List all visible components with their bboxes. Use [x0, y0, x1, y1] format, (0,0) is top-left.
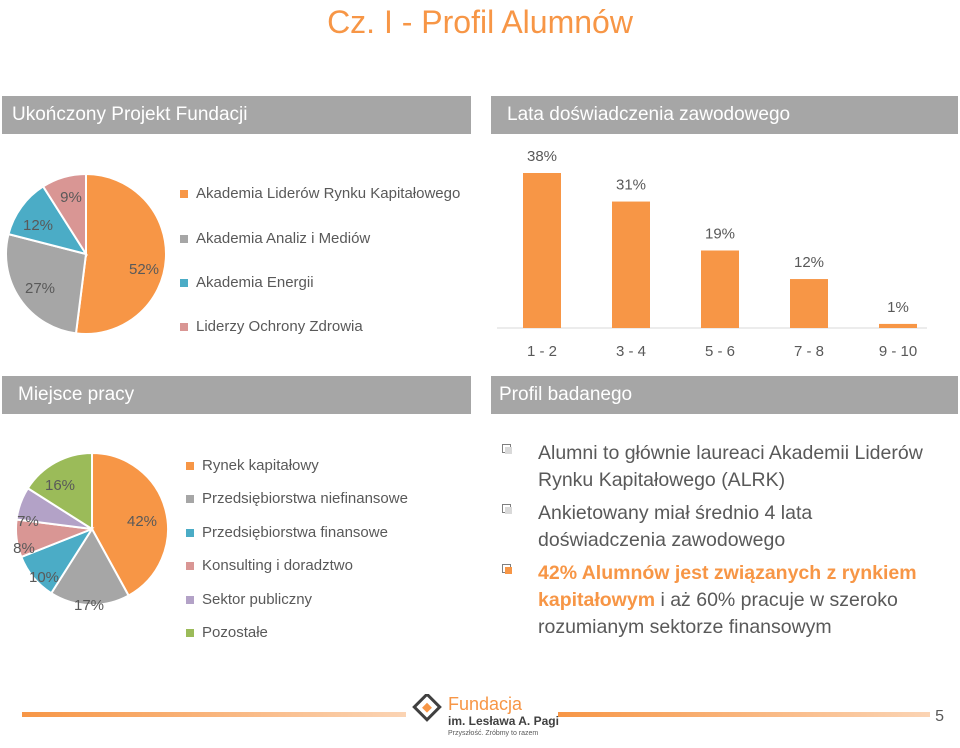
bullet-marker-icon: [502, 504, 511, 513]
bar: [701, 251, 739, 329]
footer-line-right: [558, 712, 930, 717]
legend-item: [180, 185, 460, 202]
legend-label: Przedsiębiorstwa finansowe: [202, 524, 388, 541]
legend-label: Akademia Analiz i Mediów: [196, 230, 371, 247]
profile-bullet: [496, 440, 936, 494]
legend-item: [186, 591, 312, 608]
pie-data-label: 52%: [128, 261, 160, 278]
x-tick-label: 3 - 4: [615, 343, 647, 360]
legend-label: Akademia Energii: [196, 274, 314, 291]
profile-bullet: [496, 560, 936, 641]
pie-data-label: 10%: [28, 569, 60, 586]
logo-text-name: im. Lesława A. Pagi: [448, 714, 559, 728]
legend-swatch: [180, 323, 188, 331]
profile-bullet-highlight: 42% Alumnów jest związanych z rynkiem kapitałowym: [538, 562, 917, 611]
bar-data-label: 12%: [793, 254, 825, 272]
legend-swatch: [180, 235, 188, 243]
legend-swatch: [186, 562, 194, 570]
footer-line-left: [22, 712, 406, 717]
pie-data-label: 27%: [24, 280, 56, 297]
section-header-workplace: [2, 376, 471, 414]
section-header-label: Miejsce pracy: [18, 384, 135, 405]
legend-item: [186, 524, 388, 541]
profile-bullet-text: i aż 60% pracuje w szeroko rozumianym sektorze finansowym: [538, 589, 898, 638]
logo-text-foundation: Fundacja: [448, 694, 523, 714]
profile-bullets: [496, 440, 936, 647]
legend-item: [180, 230, 370, 247]
pie-data-label: 17%: [73, 597, 105, 614]
bar: [879, 324, 917, 328]
x-tick-label: 9 - 10: [878, 343, 918, 360]
bar-data-label: 31%: [615, 176, 647, 194]
projects-pie-chart: [0, 140, 180, 360]
bar-data-label: 19%: [704, 225, 736, 243]
pie-data-label: 9%: [60, 189, 82, 206]
bullet-marker-icon: [502, 564, 511, 573]
pie-data-label: 16%: [44, 477, 76, 494]
pie-data-label: 7%: [17, 513, 39, 530]
bullet-marker-icon: [502, 444, 511, 453]
legend-swatch: [186, 629, 194, 637]
foundation-logo-icon: [410, 694, 444, 728]
legend-item: [180, 274, 314, 291]
pie-slice: [76, 174, 166, 334]
pie-data-label: 42%: [126, 513, 158, 530]
workplace-pie-chart: [0, 420, 180, 640]
section-header-projects: [2, 96, 471, 134]
bar: [523, 173, 561, 328]
section-header-label: Ukończony Projekt Fundacji: [12, 104, 248, 125]
legend-label: Akademia Liderów Rynku Kapitałowego: [196, 185, 461, 202]
section-header-label: Profil badanego: [499, 384, 633, 405]
x-tick-label: 7 - 8: [793, 343, 825, 360]
x-tick-label: 1 - 2: [526, 343, 558, 360]
legend-swatch: [180, 279, 188, 287]
legend-item: [180, 318, 363, 335]
legend-item: [186, 624, 268, 641]
legend-label: Sektor publiczny: [202, 591, 313, 608]
profile-bullet-text: Ankietowany miał średnio 4 lata doświadczenia zawodowego: [538, 502, 813, 551]
legend-swatch: [186, 495, 194, 503]
legend-label: Przedsiębiorstwa niefinansowe: [202, 490, 408, 507]
legend-item: [186, 557, 353, 574]
legend-swatch: [186, 529, 194, 537]
experience-bar-chart: [491, 140, 958, 370]
legend-label: Konsulting i doradztwo: [202, 557, 353, 574]
section-header-experience: [491, 96, 958, 134]
legend-label: Pozostałe: [202, 624, 268, 641]
legend-label: Liderzy Ochrony Zdrowia: [196, 318, 363, 335]
x-tick-label: 5 - 6: [704, 343, 736, 360]
legend-swatch: [186, 596, 194, 604]
bar-data-label: 1%: [887, 298, 909, 316]
page-number: 5: [935, 708, 944, 725]
profile-bullet-text: Alumni to głównie laureaci Akademii Liderów Rynku Kapitałowego (ALRK): [538, 442, 923, 491]
section-header-profile: [491, 376, 958, 414]
legend-swatch: [186, 462, 194, 470]
legend-item: [186, 457, 319, 474]
bar: [790, 279, 828, 328]
bar: [612, 202, 650, 328]
legend-swatch: [180, 190, 188, 198]
legend-item: [186, 490, 408, 507]
logo-text-tagline: Przyszłość. Zróbmy to razem: [448, 730, 539, 737]
legend-label: Rynek kapitałowy: [202, 457, 319, 474]
pie-data-label: 12%: [22, 217, 54, 234]
pie-data-label: 8%: [13, 540, 35, 557]
bar-data-label: 38%: [526, 148, 558, 165]
page-title: Cz. I - Profil Alumnów: [327, 4, 633, 40]
section-header-label: Lata doświadczenia zawodowego: [507, 104, 791, 125]
profile-bullet: [496, 500, 936, 554]
